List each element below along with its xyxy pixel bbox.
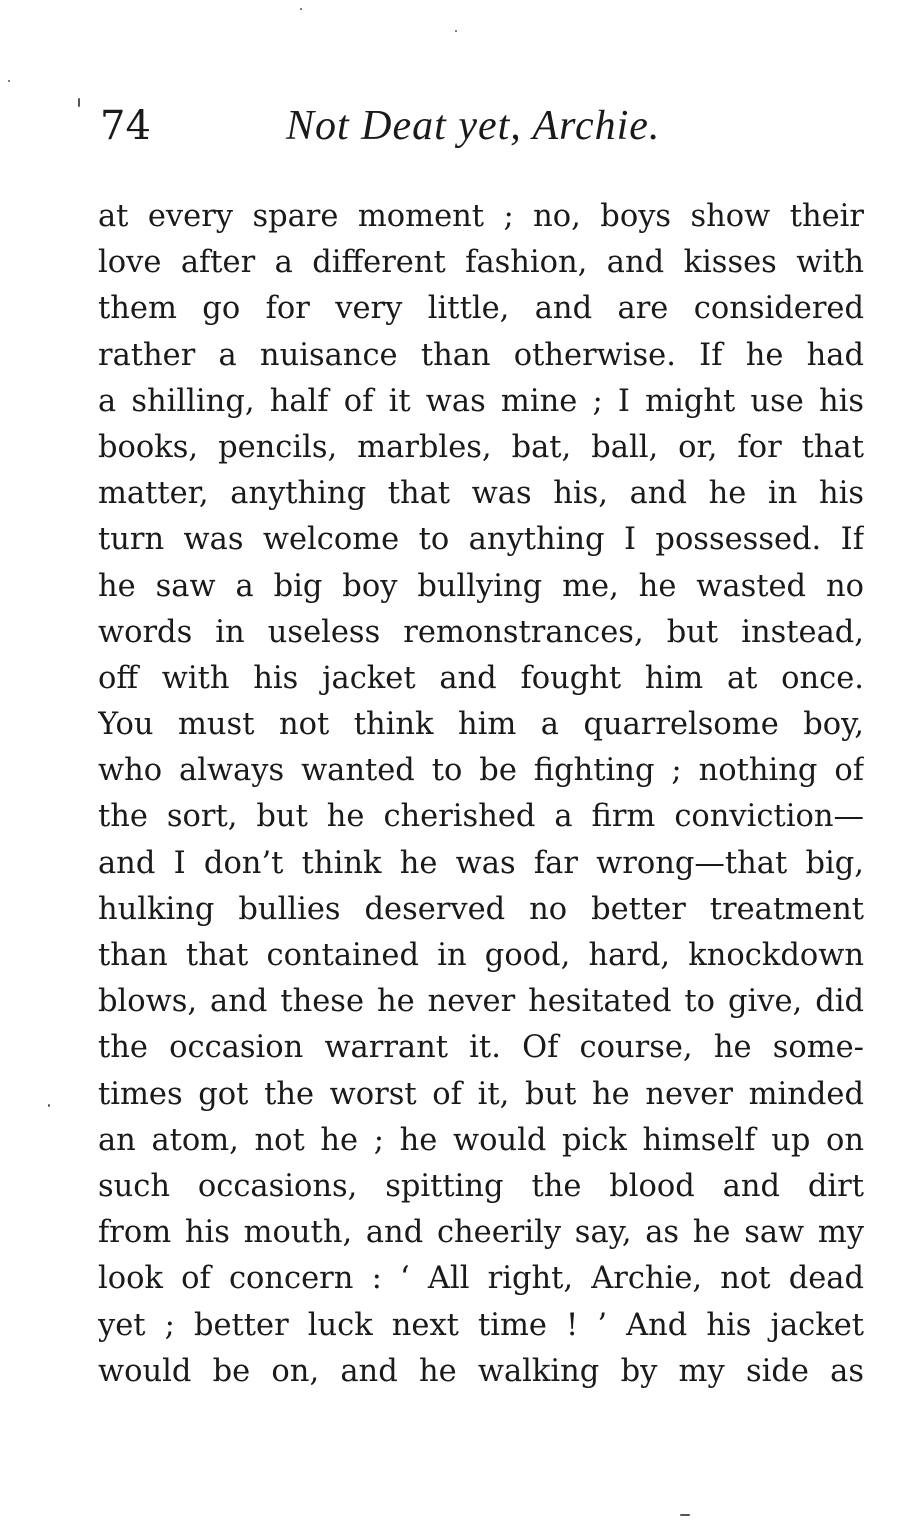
text-line: he saw a big boy bullying me, he wasted no <box>98 568 864 604</box>
text-line: words in useless remonstrances, but instead, <box>98 614 864 650</box>
text-line: yet ; better luck next time ! ’ And his jacket <box>98 1307 864 1343</box>
speck <box>455 30 457 32</box>
text-line: who always wanted to be fighting ; nothing of <box>98 753 864 789</box>
text-line: the sort, but he cherished a firm conviction— <box>98 799 864 835</box>
text-line: them go for very little, and are considered <box>98 291 864 327</box>
speck <box>680 1514 690 1516</box>
text-line: off with his jacket and fought him at once. <box>98 660 864 696</box>
text-line: times got the worst of it, but he never minded <box>98 1076 864 1112</box>
text-line: would be on, and he walking by my side as <box>98 1353 864 1389</box>
speck <box>78 98 80 107</box>
speck <box>48 1104 50 1107</box>
text-line: turn was welcome to anything I possessed. If <box>98 522 864 558</box>
text-line: matter, anything that was his, and he in his <box>98 476 864 512</box>
page-number: 74 <box>100 103 151 149</box>
text-line: and I don’t think he was far wrong—that big, <box>98 845 864 881</box>
text-line: than that contained in good, hard, knockdown <box>98 938 864 973</box>
speck <box>8 80 10 82</box>
text-line: at every spare moment ; no, boys show their <box>98 199 864 234</box>
page-header <box>96 96 866 156</box>
body-text <box>98 194 864 1395</box>
text-line: a shilling, half of it was mine ; I might use his <box>98 383 864 419</box>
text-line: love after a different fashion, and kisses with <box>98 245 864 281</box>
text-line: books, pencils, marbles, bat, ball, or, for that <box>98 429 864 465</box>
text-line: rather a nuisance than otherwise. If he had <box>98 337 864 373</box>
text-line: from his mouth, and cheerily say, as he saw my <box>98 1215 864 1251</box>
text-line: blows, and these he never hesitated to give, did <box>98 984 864 1020</box>
text-line: such occasions, spitting the blood and dirt <box>98 1168 864 1204</box>
text-line: look of concern : ‘ All right, Archie, not dead <box>98 1261 864 1297</box>
text-line: an atom, not he ; he would pick himself up on <box>98 1122 864 1158</box>
text-line: You must not think him a quarrelsome boy, <box>98 707 864 743</box>
text-line: hulking bullies deserved no better treatment <box>98 891 864 927</box>
running-title: Not Deat yet, Archie. <box>286 103 661 149</box>
text-line: the occasion warrant it. Of course, he some- <box>98 1030 864 1066</box>
speck <box>300 8 302 10</box>
